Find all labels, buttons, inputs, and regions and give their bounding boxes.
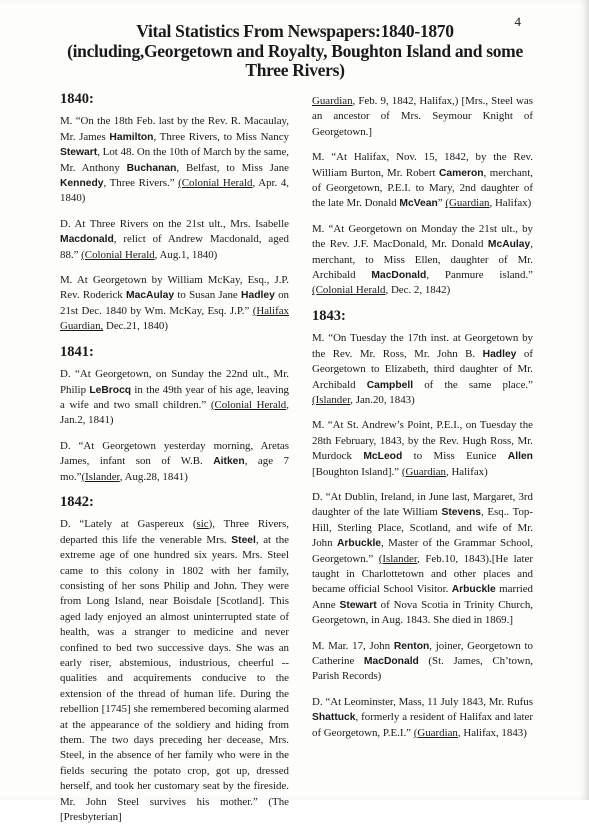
entry-text: of Georgetown to Elizabeth, third daughter of Mr. Archibald [312,347,533,391]
newspaper-source: (Colonial Herald [312,284,386,297]
newspaper-source: (Halifax Guardian, [60,304,289,333]
surname: Steel [231,534,256,546]
entry-text: , Feb.10, 1843).[He later taught in Charlottetown and other places and became official School Visitor. [312,552,533,596]
newspaper-source: Guardian [312,95,353,107]
surname: MacAulay [126,290,175,302]
surname: Kennedy [60,178,104,190]
entry-text: D. At Three Rivers on the 21st ult., Mrs. Isabelle [60,217,289,230]
entry-steel-continued [312,94,533,140]
surname: MacDonald [371,270,427,282]
entry-text: , Master of the Grammar School, Georgetown.” [312,537,533,565]
sic-note: sic [196,518,209,531]
right-column [312,94,533,751]
entry-macaulay-hadley [60,273,289,335]
entry-text: M. At Georgetown by William McKay, Esq., J.P. Rev. Roderick [60,274,289,302]
year-heading-1842: 1842: [60,493,94,510]
surname: Stewart [60,147,98,159]
newspaper-source: (Islander [81,470,120,483]
entry-text: D. “At Georgetown, on Sunday the 22nd ult., Mr. Philip [60,368,289,396]
entry-text: , Belfast, to Miss Jane [176,161,289,174]
entry-aitken-death [60,439,289,485]
entry-text: , Three Rivers, to Miss Nancy [153,130,289,143]
entry-text: [Boughton Island].” [312,465,402,478]
surname: Allen [507,451,533,463]
newspaper-source: (Colonial Herald [81,248,155,261]
entry-text: , Halifax) [446,465,488,478]
entry-text: to Miss Eunice [402,450,508,463]
surname: McLeod [363,451,403,463]
entry-text: , Panmure island.” [426,269,533,282]
left-column [60,88,289,835]
entry-mcaulay-macdonald [312,222,533,299]
year-heading-1841: 1841: [60,343,94,360]
entry-renton-macdonald [312,639,533,685]
surname: MacDonald [363,656,419,667]
surname: LeBrocq [89,384,132,396]
entry-text: M. Mar. 17, John [312,639,394,652]
entry-text: D. “At Georgetown yesterday morning, Aretas James, infant son of W.B. [60,439,289,468]
newspaper-source: (Colonial Herald [178,177,253,190]
entry-text: ), Three Rivers, departed this life the venerable Mrs. [60,518,289,546]
surname: Campbell [366,379,414,391]
newspaper-source: (Islander [378,552,418,565]
entry-mcleod-allen [312,418,533,480]
surname: Macdonald [60,234,114,246]
entry-text: in the 49th year of his age, leaving a wife and two small children.” [60,383,289,411]
surname: Renton [393,640,430,652]
entry-hamilton-stewart [60,114,289,206]
surname: Hadley [241,290,275,302]
entry-text: D. “At Dublin, Ireland, in June last, Margaret, 3rd daughter of the late William [312,490,533,519]
entry-text: of Nova Scotia in Trinity Church, Georgetown, in Aug. 1843. She died in 1869.] [312,598,534,627]
entry-text: to Susan Jane [174,289,242,302]
surname: Shattuck [312,712,356,724]
entry-text: , Three Rivers.” [103,177,179,190]
entry-text: , at the extreme age of one hundred six years. Mrs. Steel came to this colony in 1802 with her family, consisting of her sons Philip and John. They were from Long Island, near Boisdale [Scotland]. This aged lady enjoyed an almost uninterrupted state of health, was a stranger to medicine and never confined to bed two successive days. She was an early riser, abstemious, industrious, cheerful -- qualities and acquirements conducive to the extension of the thread of human life. During the rebellion [1745] she remembered becoming alarmed at the appearance of the soldiery and hiding from them. The two days preceding her decease, Mrs. Steel, in the absence of her family who were in the fields securing the potato crop, got up, dressed herself, and took her customary seat by the fireside. Mr. John Steel survives his mother.” (The [Presbyterian] [60,533,289,824]
entry-stevens-arbuckle [312,490,533,629]
entry-text: , Halifax, 1843) [457,726,527,739]
entry-text: , Aug.1, 1840) [154,248,218,261]
entry-text: , Esq.. Top-Hill, Sterling Place, Scotland, and wife of Mr. John [312,506,533,550]
surname: Arbuckle [336,538,382,550]
entry-text: , merchant, of Georgetown, P.E.I. to Mary, 2nd daughter of the late Mr. Donald [312,166,533,210]
page-title [60,22,530,81]
entry-text: Dec.21, 1840) [103,320,168,333]
entry-steel-death [60,517,289,825]
surname: Hamilton [109,131,154,143]
newspaper-source: (Guardian [445,197,490,210]
entry-shattuck-death [312,695,533,741]
entry-text: , Jan.20, 1843) [350,393,415,406]
surname: Stewart [339,599,377,611]
entry-text: D. “Lately at Gaspereux ( [60,518,197,531]
surname: McAulay [487,239,531,251]
entry-text: , merchant, to Miss Ellen, daughter of Mr. Archibald [312,238,533,282]
year-heading-1843: 1843: [312,307,346,324]
entry-cameron-mcvean [312,150,533,212]
entry-text: , formerly a resident of Halifax and later of Georgetown, P.E.I.” [312,711,533,739]
entry-text: , Aug.28, 1841) [119,470,188,483]
surname: Buchanan [126,162,177,174]
entry-lebrocq-death [60,367,289,429]
entry-text: M. “On Tuesday the 17th inst. at Georgetown by the Rev. Mr. Ross, Mr. John B. [312,332,533,360]
entry-text: M. “At St. Andrew’s Point, P.E.I., on Tuesday the 28th February, 1843, by the Rev. Hugh Ross, Mr. Murdock [312,419,533,463]
page-number: 4 [514,14,521,29]
surname: Cameron [438,167,484,179]
entry-text: , Feb. 9, 1842, Halifax,) [Mrs., Steel was an ancestor of Mrs. Seymour Knight of Georgetown.] [312,95,533,138]
surname: Arbuckle [451,584,496,596]
entry-text: , Apr. 4, 1840) [60,177,290,205]
title-line-2: (including,Georgetown and Royalty, Boughton Island and some [67,40,523,61]
entry-text: (St. James, Ch’town, Parish Records) [312,655,533,683]
entry-text: , Halifax) [489,197,532,210]
entry-text: D. “At Leominster, Mass, 11 July 1843, Mr. Rufus [312,695,533,708]
entry-text: , relict of Andrew Macdonald, aged 88.” [60,233,289,261]
entry-text: of the same place.” [413,378,533,391]
title-line-3: Three Rivers) [245,60,345,80]
entry-macdonald-death [60,217,289,263]
newspaper-source: (Islander [312,393,351,406]
entry-text: M. “On the 18th Feb. last by the Rev. R. Macaulay, Mr. James [60,115,289,143]
entry-text: , Dec. 2, 1842) [385,284,451,297]
entry-text: married Anne [312,583,533,611]
entry-hadley-campbell [312,331,533,408]
surname: Stevens [441,507,481,519]
entry-text: M. “At Georgetown on Monday the 21st ult., by the Rev. J.F. MacDonald, Mr. Donald [312,222,533,251]
surname: Hadley [482,348,517,360]
year-heading-1840: 1840: [60,91,94,107]
surname: Aitken [213,456,245,468]
entry-text: ” [437,197,446,210]
newspaper-source: (Colonial Herald [210,398,287,411]
newspaper-source: (Guardian [413,726,458,739]
entry-text: , joiner, Georgetown to Catherine [312,639,534,667]
entry-text: , Jan.2, 1841) [60,398,289,427]
entry-text: M. “At Halifax, Nov. 15, 1842, by the Rev. William Burton, Mr. Robert [312,151,533,179]
title-line-1: Vital Statistics From Newspapers:1840-1870 [136,21,454,41]
entry-text: on 21st Dec. 1840 by Wm. McKay, Esq. J.P.” [60,289,289,317]
newspaper-source: (Guardian [401,465,446,478]
entry-text: , age 7 mo.” [60,455,289,483]
entry-text: , Lot 48. On the 10th of March by the same, Mr. Anthony [60,146,289,174]
surname: McVean [399,198,438,210]
